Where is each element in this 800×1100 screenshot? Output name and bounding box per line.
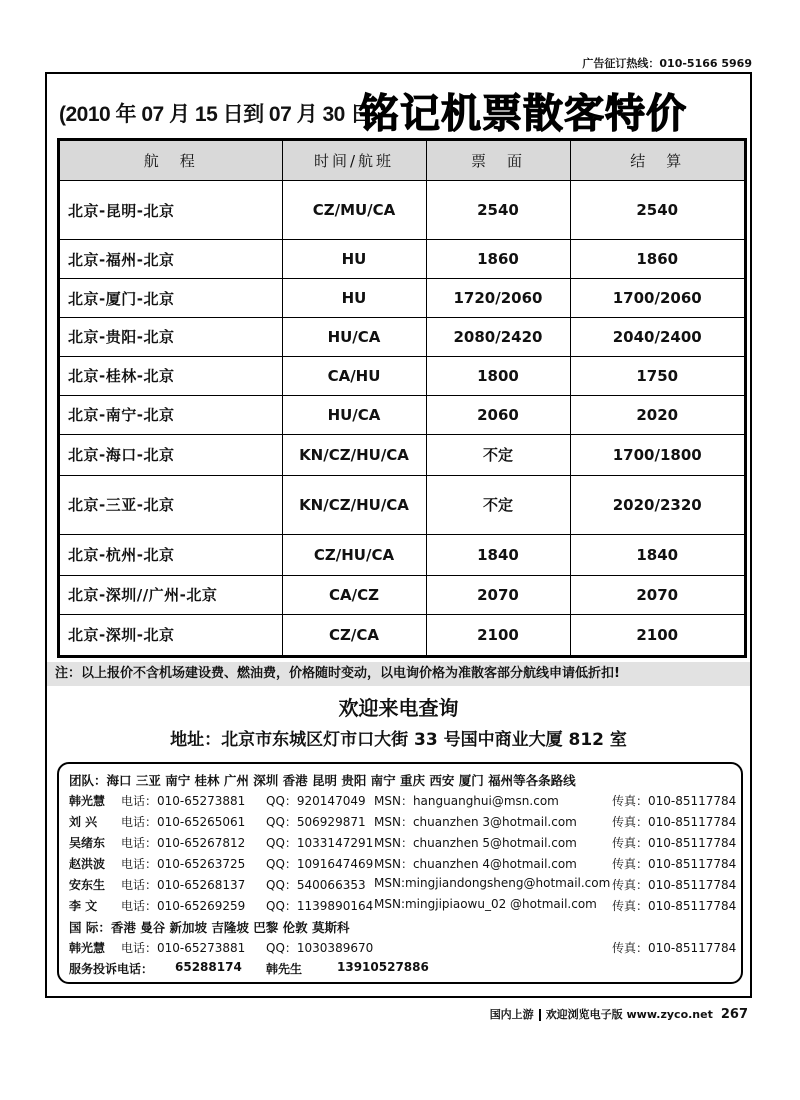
route-cell: 北京-昆明-北京 xyxy=(60,181,282,240)
service-label: 服务投诉电话： xyxy=(69,962,154,976)
contact-phone: 电话：010-65267812 xyxy=(121,836,246,850)
contact-name: 韩光慧 xyxy=(69,941,106,955)
airline-cell: KN/CZ/HU/CA xyxy=(282,475,426,534)
footer-divider xyxy=(539,1009,541,1021)
contact-name: 赵洪波 xyxy=(69,857,106,871)
airline-cell: CZ/MU/CA xyxy=(282,181,426,240)
contact-phone: 电话：010-65268137 xyxy=(121,878,246,892)
contact-msn: MSN:mingjipiaowu_02 @hotmail.com xyxy=(374,897,597,911)
settle-price-cell: 2100 xyxy=(636,625,679,644)
service-phone: 65288174 xyxy=(175,960,242,974)
contact-box xyxy=(57,762,743,984)
page-number: 267 xyxy=(720,1007,748,1022)
contact-name: 安东生 xyxy=(69,878,106,892)
route-cell: 北京-杭州-北京 xyxy=(60,534,282,575)
title-main: 铭记机票散客特价 xyxy=(359,91,687,137)
header-settle-price: 结 算 xyxy=(570,141,744,181)
face-price-cell: 1860 xyxy=(426,240,570,279)
contact-row xyxy=(69,876,737,897)
contact-fax: 传真：010-85117784 xyxy=(612,794,737,808)
contact-phone: 电话：010-65269259 xyxy=(121,899,246,913)
contact-msn: MSN：chuanzhen 5@hotmail.com xyxy=(374,836,577,850)
contact-phone: 电话：010-65273881 xyxy=(121,941,246,955)
footer-section: 国内上游 xyxy=(489,1008,534,1021)
contact-row xyxy=(69,855,737,876)
table-row xyxy=(60,356,744,395)
table-row xyxy=(60,614,744,655)
contact-qq: QQ：506929871 xyxy=(266,815,366,829)
group-routes: 团队：海口 三亚 南宁 桂林 广州 深圳 香港 昆明 贵阳 南宁 重庆 西安 厦门 福州等各条路线 xyxy=(69,773,576,788)
footer-magazine: 欢迎浏览电子版 www.zyco.net xyxy=(545,1008,713,1021)
title-row xyxy=(59,82,749,137)
settle-price-cell: 2020/2320 xyxy=(570,475,744,534)
fare-notice-frame xyxy=(45,72,752,998)
title-date-range: (2010 年 07 月 15 日到 07 月 30 日 xyxy=(59,103,371,126)
settle-price-cell: 1840 xyxy=(570,534,744,575)
welcome-heading: 欢迎来电查询 xyxy=(338,696,459,720)
intl-contact-row xyxy=(69,939,737,960)
contact-fax: 传真：010-85117784 xyxy=(612,878,737,892)
settle-price-cell: 2540 xyxy=(570,181,744,240)
settle-price-cell: 2040/2400 xyxy=(570,318,744,357)
face-price-cell: 2060 xyxy=(426,395,570,434)
contact-row xyxy=(69,834,737,855)
contact-msn: MSN：chuanzhen 3@hotmail.com xyxy=(374,815,577,829)
face-price-cell: 不定 xyxy=(426,475,570,534)
contact-row xyxy=(69,897,737,918)
face-price-cell: 不定 xyxy=(426,434,570,475)
route-cell: 北京-南宁-北京 xyxy=(60,395,282,434)
contact-fax: 传真：010-85117784 xyxy=(612,941,737,955)
settle-price-cell: 1700/1800 xyxy=(570,434,744,475)
header-flight: 时间/航班 xyxy=(282,141,426,181)
face-price-cell: 2080/2420 xyxy=(426,318,570,357)
page-footer xyxy=(490,1006,748,1022)
route-cell: 北京-三亚-北京 xyxy=(60,475,282,534)
fare-table-wrapper xyxy=(57,138,747,658)
contact-qq: QQ：1030389670 xyxy=(266,941,374,955)
service-complaint-row xyxy=(69,960,733,981)
settle-price-cell: 1860 xyxy=(570,240,744,279)
contact-qq: QQ：920147049 xyxy=(266,794,366,808)
settle-price-cell: 2020 xyxy=(570,395,744,434)
airline-cell: KN/CZ/HU/CA xyxy=(282,434,426,475)
airline-cell: CZ/CA xyxy=(282,614,426,655)
airline-cell: CZ/HU/CA xyxy=(282,534,426,575)
contact-row xyxy=(69,792,737,813)
contact-fax: 传真：010-85117784 xyxy=(612,899,737,913)
face-price-cell: 2540 xyxy=(426,181,570,240)
airline-cell: HU xyxy=(282,240,426,279)
service-person: 韩先生 xyxy=(266,962,303,976)
airline-cell: CA/HU xyxy=(282,356,426,395)
settle-price-cell: 2070 xyxy=(570,575,744,614)
contact-name: 李 文 xyxy=(69,899,98,913)
airline-cell: CA/CZ xyxy=(282,575,426,614)
contact-phone: 电话：010-65265061 xyxy=(121,815,246,829)
table-row xyxy=(60,181,744,240)
face-price-cell: 1800 xyxy=(426,356,570,395)
table-row xyxy=(60,434,744,475)
service-mobile: 13910527886 xyxy=(337,960,429,974)
header-route: 航 程 xyxy=(60,141,282,181)
contact-qq: QQ：540066353 xyxy=(266,878,366,892)
price-note: 注：以上报价不含机场建设费、燃油费，价格随时变动，以电询价格为准散客部分航线申请低折扣! xyxy=(47,662,750,686)
table-row xyxy=(60,475,744,534)
contact-msn: MSN：hanguanghui@msn.com xyxy=(374,794,559,808)
contact-fax: 传真：010-85117784 xyxy=(612,836,737,850)
table-row xyxy=(60,279,744,318)
route-cell: 北京-厦门-北京 xyxy=(60,279,282,318)
airline-cell: HU xyxy=(282,279,426,318)
contact-name: 吴绪东 xyxy=(69,836,106,850)
face-price-cell: 2100 xyxy=(426,614,570,655)
contact-name: 刘 兴 xyxy=(69,815,98,829)
route-cell: 北京-深圳-北京 xyxy=(60,614,282,655)
ad-hotline: 广告征订热线：010-5166 5969 xyxy=(582,57,752,70)
contact-phone: 电话：010-65263725 xyxy=(121,857,246,871)
face-price-cell: 2070 xyxy=(426,575,570,614)
contact-qq: QQ：1033147291 xyxy=(266,836,374,850)
airline-cell: HU/CA xyxy=(282,395,426,434)
table-row xyxy=(60,575,744,614)
settle-price-cell: 1750 xyxy=(570,356,744,395)
office-address: 地址：北京市东城区灯市口大街 33 号国中商业大厦 812 室 xyxy=(170,730,627,750)
table-row xyxy=(60,395,744,434)
contact-phone: 电话：010-65273881 xyxy=(121,794,246,808)
contact-msn: MSN：chuanzhen 4@hotmail.com xyxy=(374,857,577,871)
route-cell: 北京-深圳//广州-北京 xyxy=(60,575,282,614)
header-face-price: 票 面 xyxy=(426,141,570,181)
route-cell: 北京-海口-北京 xyxy=(60,434,282,475)
table-row xyxy=(60,240,744,279)
route-cell: 北京-桂林-北京 xyxy=(60,356,282,395)
settle-price-cell: 1700/2060 xyxy=(570,279,744,318)
contact-fax: 传真：010-85117784 xyxy=(612,815,737,829)
route-cell: 北京-贵阳-北京 xyxy=(60,318,282,357)
fare-table xyxy=(60,141,744,655)
table-row xyxy=(60,534,744,575)
contact-name: 韩光慧 xyxy=(69,794,106,808)
airline-cell: HU/CA xyxy=(282,318,426,357)
contact-qq: QQ：1091647469 xyxy=(266,857,374,871)
face-price-cell: 1840 xyxy=(426,534,570,575)
contact-row xyxy=(69,813,737,834)
contact-qq: QQ：1139890164 xyxy=(266,899,374,913)
contact-fax: 传真：010-85117784 xyxy=(612,857,737,871)
route-cell: 北京-福州-北京 xyxy=(60,240,282,279)
face-price-cell: 1720/2060 xyxy=(426,279,570,318)
contact-msn: MSN:mingjiandongsheng@hotmail.com xyxy=(374,876,611,890)
table-header-row xyxy=(60,141,744,181)
international-routes: 国 际：香港 曼谷 新加坡 吉隆坡 巴黎 伦敦 莫斯科 xyxy=(69,920,350,935)
table-row xyxy=(60,318,744,357)
